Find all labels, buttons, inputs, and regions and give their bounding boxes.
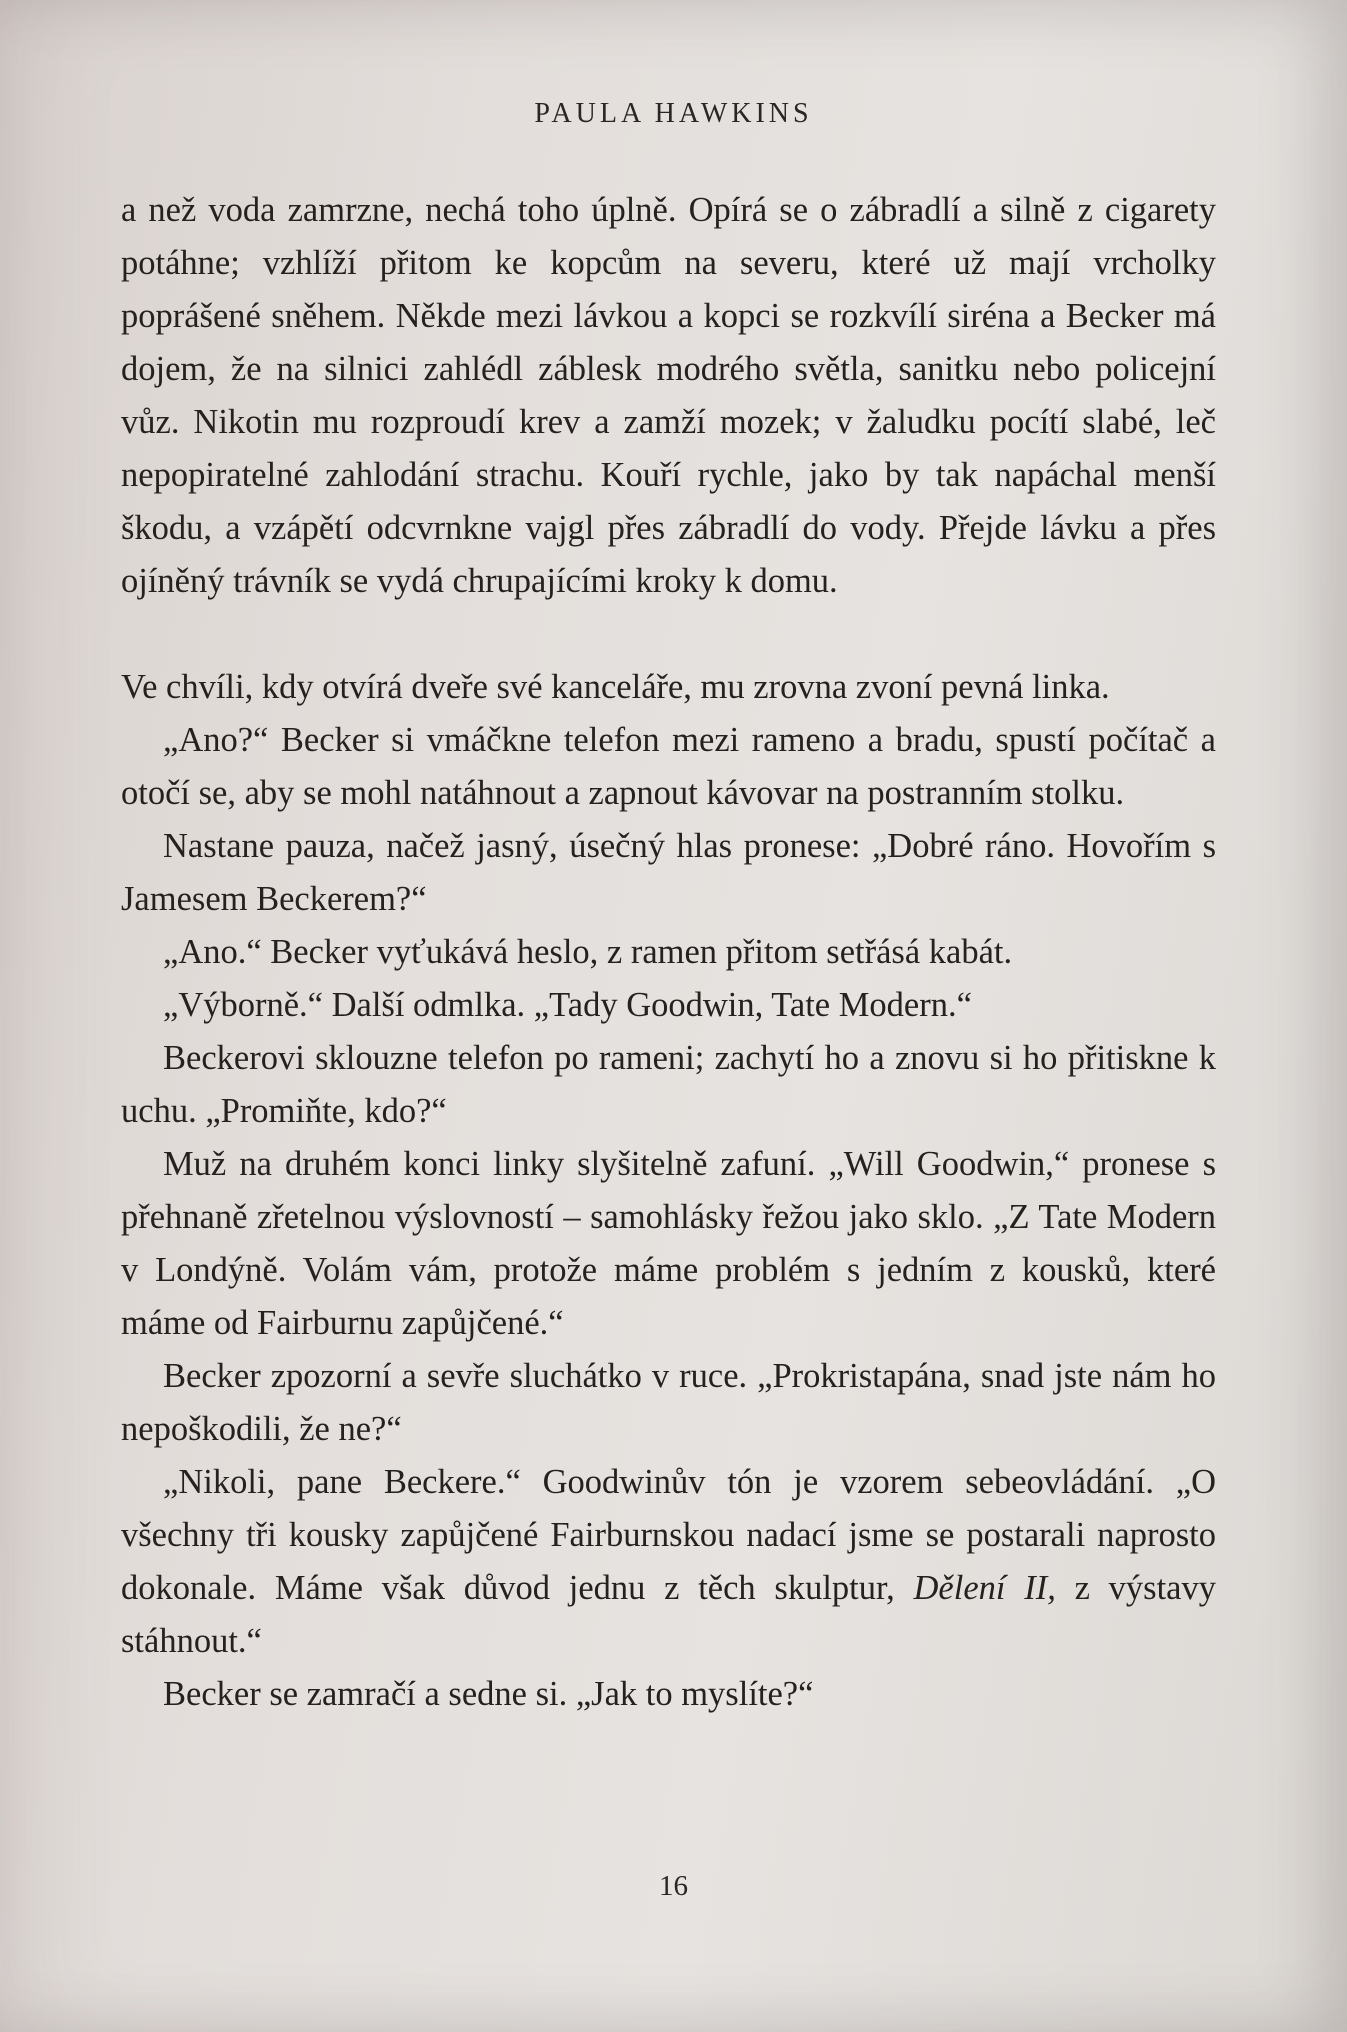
paragraph: „Ano.“ Becker vyťukává heslo, z ramen přitom setřásá kabát. (163, 933, 1013, 971)
paragraph: Beckerovi sklouzne telefon po rameni; zachytí ho a znovu si ho přitiskne k uchu. „Promiňte, kdo?“ (121, 1039, 1216, 1130)
paragraph: „Ano?“ Becker si vmáčkne telefon mezi rameno a bradu, spustí počítač a otočí se, aby se mohl natáhnout a zapnout kávovar na postranním stolku. (121, 721, 1216, 812)
paragraph: Muž na druhém konci linky slyšitelně zafuní. „Will Goodwin,“ pronese s přehnaně zřetelnou výslovností – samohlásky řežou jako sklo. „Z Tate Modern v Londýně. Volám vám, protože máme problém s jedním z kousků, které máme od Fairburnu zapůjčené.“ (121, 1145, 1216, 1342)
paragraph: a než voda zamrzne, nechá toho úplně. Opírá se o zábradlí a silně z cigarety potáhne; vzhlíží přitom ke kopcům na severu, které už mají vrcholky poprášené sněhem. Někde mezi lávkou a kopci se rozkvílí siréna a Becker má dojem, že na silnici zahlédl záblesk modrého světla, sanitku nebo policejní vůz. Nikotin mu rozproudí krev a zamží mozek; v žaludku pocítí slabé, leč nepopiratelné zahlodání strachu. Kouří rychle, jako by tak napáchal menší škodu, a vzápětí odcvrnkne vajgl přes zábradlí do vody. Přejde lávku a přes ojíněný trávník se vydá chrupajícími kroky k domu. (121, 191, 1216, 600)
page-number: 16 (659, 1870, 688, 1902)
italic-title: Dělení II, (913, 1569, 1056, 1607)
paragraph (121, 1456, 1216, 1668)
paragraph: Ve chvíli, kdy otvírá dveře své kanceláře, mu zrovna zvoní pevná linka. (121, 668, 1110, 706)
body-text (121, 184, 1216, 1721)
paragraph: Becker se zamračí a sedne si. „Jak to myslíte?“ (163, 1675, 814, 1713)
paragraph: Nastane pauza, načež jasný, úsečný hlas pronese: „Dobré ráno. Hovořím s Jamesem Beckerem?“ (121, 827, 1216, 918)
paragraph: Becker zpozorní a sevře sluchátko v ruce. „Prokristapána, snad jste nám ho nepoškodili, že ne?“ (121, 1357, 1216, 1448)
paragraph-part: z výstavy stáhnout.“ (121, 1569, 1216, 1660)
running-head: PAULA HAWKINS (534, 98, 813, 129)
paragraph: „Výborně.“ Další odmlka. „Tady Goodwin, Tate Modern.“ (163, 986, 972, 1024)
paragraph-part: „Nikoli, pane Beckere.“ Goodwinův tón je vzorem sebeovládání. „O všechny tři kousky zapůjčené Fairburnskou nadací jsme se postarali naprosto dokonale. Máme však důvod jednu z těch skulptur, (121, 1463, 1216, 1607)
